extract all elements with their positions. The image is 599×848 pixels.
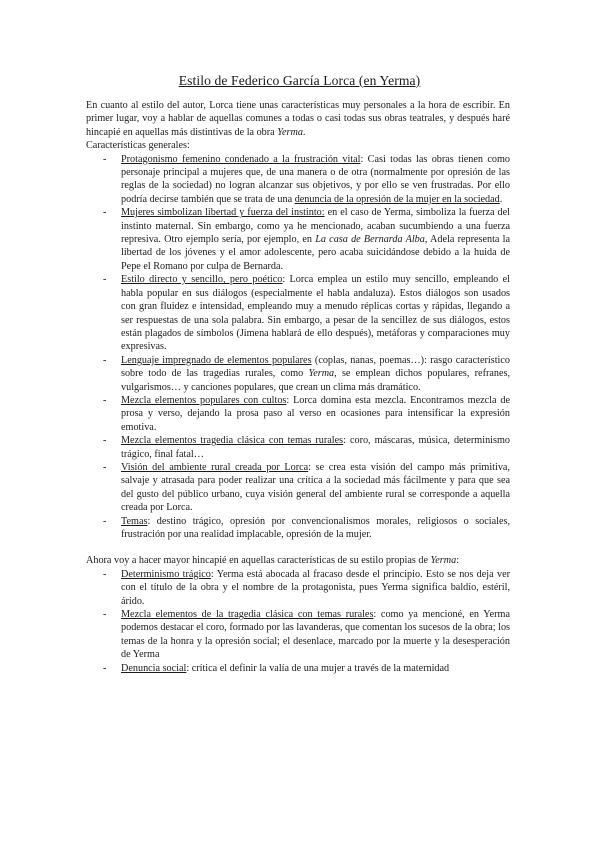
item-term: Denuncia social [121,662,187,674]
item-text: : coro, máscaras, música, determinismo trágico, final fatal… [121,435,510,460]
item-term: Estilo directo y sencillo, pero poético [121,274,283,286]
list-item: - Protagonismo femenino condenado a la frustración vital: Casi todas las obras tienen como personaje principal a mujeres que, de una manera o de otra (normalmente por opresión de las reglas de la sociedad) no logran alcanzar sus objetivos, y por ello se ven frustradas. Por ello podría decirse también que se trata de una denuncia de la opresión de la mujer en la sociedad. [103,153,511,205]
intro-end: . [302,126,306,138]
list-item: - Determinismo trágico: Yerma está abocada al fracaso desde el principio. Esto se nos deja ver con el título de la obra y el nombre de la protagonista, pues Yerma significa baldío, estéril, árido. [103,568,510,607]
item-text: en el caso de Yerma, simboliza la fuerza del instinto maternal. Sin embargo, como ya he mencionado, acaban sucumbiendo a una fuerza represiva. Otro ejemplo sería, por ejemplo, en [121,207,510,246]
item-end: , se emplean dichos populares, refranes, vulgarismos… y canciones populares, que crean un clima más dramático. [121,368,511,393]
intro-work-title: Yerma [277,126,303,138]
list-item: - Mezcla elementos de la tragedia clásica con temas rurales: como ya mencioné, en Yerma podemos destacar el coro, formado por las lavanderas, que comentan los sucesos de la obra; los temas de la honra y la opresión social; el desenlace, marcado por la muerte y la desesperación de Yerma [103,609,510,661]
list-item: - Estilo directo y sencillo, pero poético: Lorca emplea un estilo muy sencillo, empleando el habla popular en sus diálogos (especialmente el habla andaluza). Estos diálogos son usados con gran fluidez e intensidad, empleando muy a menudo réplicas cortas y rápidas, llegando a ser respuestas de una sola palabra. Sin embargo, a pesar de la sencillez de sus diálogos, estos están plagados de símbolos (Jimena hablará de ello después), metáforas y comparaciones muy expresivas. [103,274,510,353]
paragraph-gap [86,541,510,554]
item-text: : Casi todas las obras tienen como personaje principal a mujeres que, de una manera o de otra (normalmente por opresión de las reglas de la sociedad) no logran alcanzar sus objetivos, y por ello se ven frustradas. Por ello podría decirse también que se trata de una [121,153,511,205]
item-text: : Lorca domina esta mezcla. Encontramos mezcla de prosa y verso, dejando la prosa paso al verso en ocasiones para intensificar la expresión emotiva. [121,394,511,433]
item-term: Temas [121,515,148,527]
intro-text: En cuanto al estilo del autor, Lorca tiene unas características muy personales a la hora de escribir. En primer lugar, voy a hablar de aquellas comunes a todas o casi todas sus obras teatrales, y después haré hincapié en aquellas más distintivas de la obra [86,100,510,138]
item-text: : Yerma está abocada al fracaso desde el principio. Esto se nos deja ver con el título de la obra y el nombre de la protagonista, pues Yerma significa baldío, estéril, árido. [121,568,510,607]
yerma-intro-end: : [456,555,460,567]
yerma-intro-text: Ahora voy a hacer mayor hincapié en aquellas características de su estilo propias de [86,555,431,567]
item-italic: La casa de Bernarda Alba [315,234,425,246]
yerma-intro-paragraph [86,554,510,567]
item-text: : crítica el definir la valía de una mujer a través de la maternidad [186,662,450,674]
item-text: : Lorca emplea un estilo muy sencillo, empleando el habla popular en sus diálogos (especialmente el habla andaluza). Estos diálogos son usados con gran fluidez e intensidad, empleando muy a menudo réplicas cortas y rápidas, llegando a ser respuestas de una sola palabra. Sin embargo, a pesar de la sencillez de sus diálogos, estos están plagados de símbolos (Jimena hablará de ello después), metáforas y comparaciones muy expresivas. [121,274,510,353]
item-end: . [499,193,503,205]
item-term: Mezcla elementos tragedia clásica con temas rurales [121,435,344,447]
item-italic: Yerma [308,368,335,380]
item-term-secondary: denuncia de la opresión de la mujer en la sociedad [294,193,500,205]
item-term: Visión del ambiente rural creada por Lorca [121,461,309,473]
item-text: (coplas, nanas, poemas…): rasgo característico sobre todo de las tragedias rurales, como [121,354,510,380]
item-term: Mezcla elementos populares con cultos [121,394,287,406]
yerma-intro-work-title: Yerma [430,555,457,567]
list-item: - Mezcla elementos populares con cultos: Lorca domina esta mezcla. Encontramos mezcla de prosa y verso, dejando la prosa paso al verso en ocasiones para intensificar la expresión emotiva. [103,394,511,433]
item-term: Mujeres simbolizan libertad y fuerza del instinto: [121,207,325,219]
item-text: : destino trágico, opresión por convencionalismos morales, religiosos o sociales, frustración por una realidad implacable, opresión de la mujer. [121,515,510,540]
yerma-characteristics-list [86,568,510,675]
list-item: - Mujeres simbolizan libertad y fuerza del instinto: en el caso de Yerma, simboliza la fuerza del instinto maternal. Sin embargo, como ya he mencionado, acaban sucumbiendo a una fuerza represiva. Otro ejemplo sería, por ejemplo, en La casa de Bernarda Alba, Adela representa la libertad de los jóvenes y el amor adolescente, pero acaba suicidándose debido a la huida de Pepe el Romano por culpa de Bernarda. [103,207,510,272]
list-item: - Mezcla elementos tragedia clásica con temas rurales: coro, máscaras, música, determinismo trágico, final fatal… [103,435,510,460]
general-heading: Características generales: [86,140,190,152]
document-title: Estilo de Federico García Lorca (en Yerma) [178,73,421,88]
intro-paragraph [86,99,510,139]
list-item: - Lenguaje impregnado de elementos populares (coplas, nanas, poemas…): rasgo característico sobre todo de las tragedias rurales, como Yerma, se emplean dichos populares, refranes, vulgarismos… y canciones populares, que crean un clima más dramático. [103,354,511,393]
item-term: Protagonismo femenino condenado a la frustración vital [121,153,361,165]
item-text: : se crea esta visión del campo más primitiva, salvaje y atrasada para poder realizar una crítica a la sociedad más fácilmente y para que sea del gusto del público urbano, cuya visión general del ambiente rural se corresponde a aquella creada por Lorca. [121,461,510,514]
item-end: , Adela representa la libertad de los jóvenes y el amor adolescente, pero acaba suicidándose debido a la huida de Pepe el Romano por culpa de Bernarda. [121,234,510,272]
item-text: : como ya mencioné, en Yerma podemos destacar el coro, formado por las lavanderas, que comentan los sucesos de la obra; los temas de la honra y la opresión social; el desenlace, marcado por la muerte y la desesperación de Yerma [121,609,510,661]
document-body [86,99,510,675]
item-term: Determinismo trágico [121,568,211,580]
general-characteristics-list [86,153,510,542]
list-item: - Temas: destino trágico, opresión por convencionalismos morales, religiosos o sociales, frustración por una realidad implacable, opresión de la mujer. [103,515,510,540]
list-item: - Denuncia social: crítica el definir la valía de una mujer a través de la maternidad [103,662,450,674]
item-term: Lenguaje impregnado de elementos populares [121,354,312,366]
item-term: Mezcla elementos de la tragedia clásica con temas rurales [121,609,374,621]
list-item: - Visión del ambiente rural creada por Lorca: se crea esta visión del campo más primitiva, salvaje y atrasada para poder realizar una crítica a la sociedad más fácilmente y para que sea del gusto del público urbano, cuya visión general del ambiente rural se corresponde a aquella creada por Lorca. [103,461,510,514]
